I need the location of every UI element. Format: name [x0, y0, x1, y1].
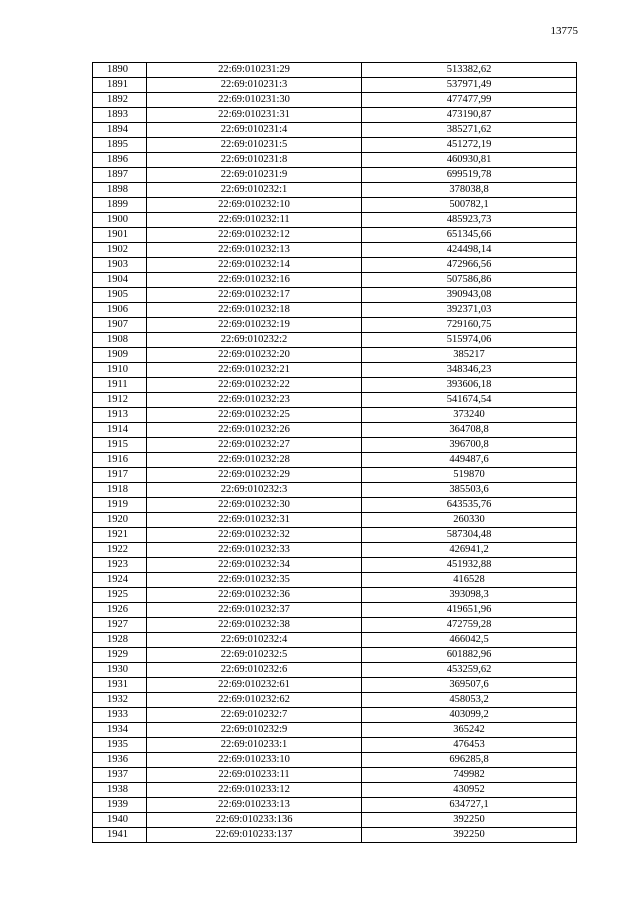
row-number-cell: 1893 [93, 108, 147, 123]
table-row [93, 468, 577, 483]
table-row [93, 618, 577, 633]
row-number-cell: 1911 [93, 378, 147, 393]
cadastral-number-cell: 22:69:010232:17 [147, 288, 362, 303]
row-number-cell: 1903 [93, 258, 147, 273]
value-cell: 449487,6 [362, 453, 577, 468]
row-number-cell: 1916 [93, 453, 147, 468]
value-cell: 419651,96 [362, 603, 577, 618]
row-number-cell: 1937 [93, 768, 147, 783]
row-number-cell: 1924 [93, 573, 147, 588]
data-table [92, 62, 577, 843]
row-number-cell: 1905 [93, 288, 147, 303]
cadastral-number-cell: 22:69:010233:13 [147, 798, 362, 813]
table-row [93, 708, 577, 723]
table-row [93, 498, 577, 513]
row-number-cell: 1915 [93, 438, 147, 453]
row-number-cell: 1925 [93, 588, 147, 603]
cadastral-number-cell: 22:69:010232:23 [147, 393, 362, 408]
value-cell: 541674,54 [362, 393, 577, 408]
value-cell: 513382,62 [362, 63, 577, 78]
value-cell: 392371,03 [362, 303, 577, 318]
table-row [93, 768, 577, 783]
cadastral-number-cell: 22:69:010232:18 [147, 303, 362, 318]
value-cell: 476453 [362, 738, 577, 753]
table-row [93, 723, 577, 738]
table-row [93, 243, 577, 258]
table-row [93, 438, 577, 453]
value-cell: 348346,23 [362, 363, 577, 378]
value-cell: 460930,81 [362, 153, 577, 168]
value-cell: 396700,8 [362, 438, 577, 453]
table-row [93, 63, 577, 78]
value-cell: 473190,87 [362, 108, 577, 123]
cadastral-number-cell: 22:69:010232:32 [147, 528, 362, 543]
cadastral-number-cell: 22:69:010232:29 [147, 468, 362, 483]
row-number-cell: 1929 [93, 648, 147, 663]
row-number-cell: 1931 [93, 678, 147, 693]
table-row [93, 93, 577, 108]
cadastral-number-cell: 22:69:010231:4 [147, 123, 362, 138]
table-row [93, 333, 577, 348]
value-cell: 699519,78 [362, 168, 577, 183]
row-number-cell: 1899 [93, 198, 147, 213]
cadastral-number-cell: 22:69:010232:14 [147, 258, 362, 273]
row-number-cell: 1933 [93, 708, 147, 723]
table-row [93, 138, 577, 153]
cadastral-number-cell: 22:69:010233:12 [147, 783, 362, 798]
value-cell: 393606,18 [362, 378, 577, 393]
row-number-cell: 1936 [93, 753, 147, 768]
table-row [93, 798, 577, 813]
table-row [93, 258, 577, 273]
table-row [93, 558, 577, 573]
row-number-cell: 1907 [93, 318, 147, 333]
table-row [93, 393, 577, 408]
cadastral-number-cell: 22:69:010232:3 [147, 483, 362, 498]
table-row [93, 813, 577, 828]
table-row [93, 108, 577, 123]
row-number-cell: 1900 [93, 213, 147, 228]
row-number-cell: 1938 [93, 783, 147, 798]
cadastral-number-cell: 22:69:010232:20 [147, 348, 362, 363]
row-number-cell: 1940 [93, 813, 147, 828]
cadastral-number-cell: 22:69:010231:8 [147, 153, 362, 168]
row-number-cell: 1906 [93, 303, 147, 318]
table-body [93, 63, 577, 843]
row-number-cell: 1913 [93, 408, 147, 423]
cadastral-number-cell: 22:69:010232:2 [147, 333, 362, 348]
table-row [93, 303, 577, 318]
table-row [93, 513, 577, 528]
cadastral-number-cell: 22:69:010232:33 [147, 543, 362, 558]
cadastral-number-cell: 22:69:010231:9 [147, 168, 362, 183]
row-number-cell: 1902 [93, 243, 147, 258]
cadastral-number-cell: 22:69:010232:38 [147, 618, 362, 633]
cadastral-number-cell: 22:69:010232:36 [147, 588, 362, 603]
value-cell: 466042,5 [362, 633, 577, 648]
value-cell: 451932,88 [362, 558, 577, 573]
cadastral-number-cell: 22:69:010232:11 [147, 213, 362, 228]
value-cell: 393098,3 [362, 588, 577, 603]
cadastral-number-cell: 22:69:010232:21 [147, 363, 362, 378]
cadastral-number-cell: 22:69:010232:10 [147, 198, 362, 213]
cadastral-number-cell: 22:69:010232:34 [147, 558, 362, 573]
cadastral-number-cell: 22:69:010232:25 [147, 408, 362, 423]
table-row [93, 363, 577, 378]
value-cell: 458053,2 [362, 693, 577, 708]
table-row [93, 198, 577, 213]
row-number-cell: 1919 [93, 498, 147, 513]
cadastral-number-cell: 22:69:010232:37 [147, 603, 362, 618]
table-row [93, 273, 577, 288]
table-row [93, 153, 577, 168]
cadastral-number-cell: 22:69:010232:22 [147, 378, 362, 393]
row-number-cell: 1910 [93, 363, 147, 378]
cadastral-number-cell: 22:69:010231:3 [147, 78, 362, 93]
row-number-cell: 1923 [93, 558, 147, 573]
cadastral-number-cell: 22:69:010232:19 [147, 318, 362, 333]
row-number-cell: 1908 [93, 333, 147, 348]
cadastral-number-cell: 22:69:010233:136 [147, 813, 362, 828]
table-row [93, 663, 577, 678]
value-cell: 392250 [362, 828, 577, 843]
cadastral-number-cell: 22:69:010232:31 [147, 513, 362, 528]
cadastral-number-cell: 22:69:010231:31 [147, 108, 362, 123]
cadastral-number-cell: 22:69:010233:1 [147, 738, 362, 753]
row-number-cell: 1926 [93, 603, 147, 618]
table-row [93, 78, 577, 93]
table-row [93, 423, 577, 438]
row-number-cell: 1891 [93, 78, 147, 93]
cadastral-number-cell: 22:69:010232:27 [147, 438, 362, 453]
table-row [93, 588, 577, 603]
value-cell: 651345,66 [362, 228, 577, 243]
table-row [93, 183, 577, 198]
value-cell: 477477,99 [362, 93, 577, 108]
value-cell: 729160,75 [362, 318, 577, 333]
row-number-cell: 1920 [93, 513, 147, 528]
value-cell: 601882,96 [362, 648, 577, 663]
value-cell: 378038,8 [362, 183, 577, 198]
row-number-cell: 1897 [93, 168, 147, 183]
value-cell: 385217 [362, 348, 577, 363]
row-number-cell: 1930 [93, 663, 147, 678]
row-number-cell: 1912 [93, 393, 147, 408]
cadastral-number-cell: 22:69:010233:10 [147, 753, 362, 768]
table-row [93, 378, 577, 393]
value-cell: 696285,8 [362, 753, 577, 768]
value-cell: 369507,6 [362, 678, 577, 693]
value-cell: 749982 [362, 768, 577, 783]
table-row [93, 678, 577, 693]
value-cell: 507586,86 [362, 273, 577, 288]
table-row [93, 603, 577, 618]
value-cell: 500782,1 [362, 198, 577, 213]
value-cell: 472759,28 [362, 618, 577, 633]
table-row [93, 483, 577, 498]
table-row [93, 228, 577, 243]
table-row [93, 693, 577, 708]
table-row [93, 123, 577, 138]
table-row [93, 168, 577, 183]
row-number-cell: 1890 [93, 63, 147, 78]
value-cell: 634727,1 [362, 798, 577, 813]
row-number-cell: 1898 [93, 183, 147, 198]
row-number-cell: 1896 [93, 153, 147, 168]
cadastral-number-cell: 22:69:010231:30 [147, 93, 362, 108]
value-cell: 472966,56 [362, 258, 577, 273]
table-row [93, 318, 577, 333]
table-row [93, 453, 577, 468]
row-number-cell: 1895 [93, 138, 147, 153]
table-row [93, 543, 577, 558]
value-cell: 519870 [362, 468, 577, 483]
table-row [93, 738, 577, 753]
cadastral-number-cell: 22:69:010232:5 [147, 648, 362, 663]
cadastral-number-cell: 22:69:010233:11 [147, 768, 362, 783]
table-row [93, 573, 577, 588]
value-cell: 373240 [362, 408, 577, 423]
row-number-cell: 1892 [93, 93, 147, 108]
cadastral-number-cell: 22:69:010232:13 [147, 243, 362, 258]
cadastral-number-cell: 22:69:010232:35 [147, 573, 362, 588]
row-number-cell: 1922 [93, 543, 147, 558]
table-row [93, 348, 577, 363]
cadastral-number-cell: 22:69:010232:9 [147, 723, 362, 738]
row-number-cell: 1935 [93, 738, 147, 753]
row-number-cell: 1941 [93, 828, 147, 843]
value-cell: 390943,08 [362, 288, 577, 303]
value-cell: 430952 [362, 783, 577, 798]
value-cell: 537971,49 [362, 78, 577, 93]
row-number-cell: 1909 [93, 348, 147, 363]
table-row [93, 408, 577, 423]
value-cell: 426941,2 [362, 543, 577, 558]
row-number-cell: 1932 [93, 693, 147, 708]
row-number-cell: 1918 [93, 483, 147, 498]
page-number: 13775 [550, 25, 578, 37]
cadastral-number-cell: 22:69:010232:6 [147, 663, 362, 678]
value-cell: 451272,19 [362, 138, 577, 153]
row-number-cell: 1901 [93, 228, 147, 243]
cadastral-number-cell: 22:69:010232:62 [147, 693, 362, 708]
value-cell: 365242 [362, 723, 577, 738]
value-cell: 587304,48 [362, 528, 577, 543]
row-number-cell: 1917 [93, 468, 147, 483]
value-cell: 260330 [362, 513, 577, 528]
cadastral-number-cell: 22:69:010232:1 [147, 183, 362, 198]
table-row [93, 633, 577, 648]
table-row [93, 528, 577, 543]
cadastral-number-cell: 22:69:010231:5 [147, 138, 362, 153]
table-row [93, 828, 577, 843]
row-number-cell: 1934 [93, 723, 147, 738]
value-cell: 643535,76 [362, 498, 577, 513]
cadastral-number-cell: 22:69:010232:26 [147, 423, 362, 438]
value-cell: 403099,2 [362, 708, 577, 723]
value-cell: 392250 [362, 813, 577, 828]
cadastral-number-cell: 22:69:010232:16 [147, 273, 362, 288]
value-cell: 385271,62 [362, 123, 577, 138]
row-number-cell: 1921 [93, 528, 147, 543]
row-number-cell: 1904 [93, 273, 147, 288]
table-row [93, 783, 577, 798]
table-row [93, 213, 577, 228]
table-row [93, 288, 577, 303]
row-number-cell: 1928 [93, 633, 147, 648]
cadastral-number-cell: 22:69:010232:28 [147, 453, 362, 468]
row-number-cell: 1894 [93, 123, 147, 138]
value-cell: 485923,73 [362, 213, 577, 228]
value-cell: 424498,14 [362, 243, 577, 258]
row-number-cell: 1914 [93, 423, 147, 438]
row-number-cell: 1939 [93, 798, 147, 813]
cadastral-number-cell: 22:69:010232:4 [147, 633, 362, 648]
cadastral-number-cell: 22:69:010233:137 [147, 828, 362, 843]
value-cell: 453259,62 [362, 663, 577, 678]
cadastral-number-cell: 22:69:010232:61 [147, 678, 362, 693]
value-cell: 385503,6 [362, 483, 577, 498]
value-cell: 416528 [362, 573, 577, 588]
table-row [93, 753, 577, 768]
value-cell: 515974,06 [362, 333, 577, 348]
cadastral-number-cell: 22:69:010232:30 [147, 498, 362, 513]
value-cell: 364708,8 [362, 423, 577, 438]
cadastral-number-cell: 22:69:010231:29 [147, 63, 362, 78]
row-number-cell: 1927 [93, 618, 147, 633]
cadastral-number-cell: 22:69:010232:12 [147, 228, 362, 243]
table-row [93, 648, 577, 663]
cadastral-number-cell: 22:69:010232:7 [147, 708, 362, 723]
